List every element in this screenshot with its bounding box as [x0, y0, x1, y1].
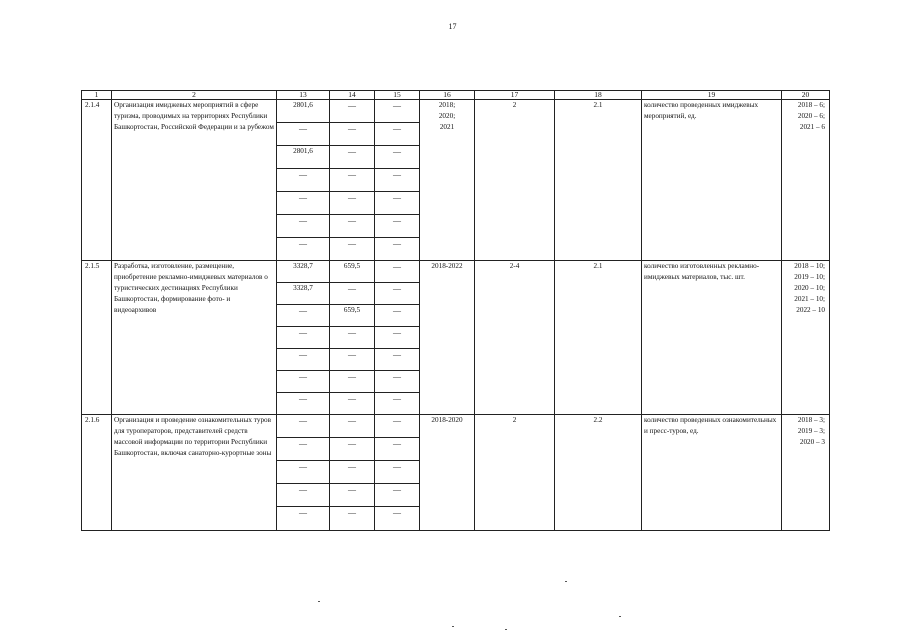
period-cell: 2018-2022 — [420, 261, 475, 415]
page-number: 17 — [448, 22, 457, 31]
funding-cell: — — [330, 461, 375, 484]
funding-cell: — — [330, 192, 375, 215]
funding-cell: — — [277, 438, 330, 461]
funding-cell: — — [277, 215, 330, 238]
funding-cell: — — [375, 283, 420, 305]
funding-cell: — — [330, 146, 375, 169]
funding-cell: — — [330, 100, 375, 123]
funding-cell: — — [375, 305, 420, 327]
funding-cell: — — [330, 371, 375, 393]
funding-cell: — — [330, 123, 375, 146]
funding-cell: — — [277, 484, 330, 507]
funding-cell: 3328,7 — [277, 283, 330, 305]
table-row — [82, 261, 830, 283]
funding-cell: — — [277, 169, 330, 192]
funding-cell: — — [277, 415, 330, 438]
column-header-17: 17 — [475, 91, 555, 100]
task-cell: 2-4 — [475, 261, 555, 415]
column-header-14: 14 — [330, 91, 375, 100]
indicator-cell: 2.1 — [555, 100, 642, 261]
funding-cell: — — [277, 349, 330, 371]
funding-cell: — — [330, 349, 375, 371]
funding-cell: — — [375, 415, 420, 438]
column-header-15: 15 — [375, 91, 420, 100]
result-indicator: количество изготовленных рекламно-имиджевых материалов, тыс. шт. — [642, 261, 782, 415]
activity-name: Организация имиджевых мероприятий в сфере туризма, проводимых на территориях Республики Башкортостан, Российской Федерации и за рубежом — [112, 100, 277, 261]
funding-cell: — — [330, 484, 375, 507]
funding-cell: — — [330, 507, 375, 531]
target-values: 2018 – 3; 2019 – 3; 2020 – 3 — [782, 415, 830, 531]
funding-cell: — — [330, 238, 375, 261]
column-header-19: 19 — [642, 91, 782, 100]
task-cell: 2 — [475, 100, 555, 261]
funding-cell: — — [277, 393, 330, 415]
period-cell: 2018-2020 — [420, 415, 475, 531]
activity-name: Организация и проведение ознакомительных туров для туроператоров, представителей средств массовой информации по территории Республики Башкортостан, включая санаторно-курортные зоны — [112, 415, 277, 531]
funding-cell: 2801,6 — [277, 146, 330, 169]
column-header-1: 1 — [82, 91, 112, 100]
funding-cell: — — [375, 261, 420, 283]
target-values: 2018 – 10; 2019 – 10; 2020 – 10; 2021 – 10; 2022 – 10 — [782, 261, 830, 415]
funding-cell: — — [330, 283, 375, 305]
funding-cell: — — [277, 192, 330, 215]
funding-cell: — — [375, 393, 420, 415]
funding-cell: — — [375, 484, 420, 507]
task-cell: 2 — [475, 415, 555, 531]
funding-cell: — — [375, 146, 420, 169]
column-header-20: 20 — [782, 91, 830, 100]
funding-cell: — — [330, 393, 375, 415]
row-id: 2.1.6 — [82, 415, 112, 531]
funding-cell: — — [375, 327, 420, 349]
activity-name: Разработка, изготовление, размещение, приобретение рекламно-имиджевых материалов о туристических дестинациях Республики Башкортостан, формирование фото- и видеоархивов — [112, 261, 277, 415]
row-id: 2.1.5 — [82, 261, 112, 415]
funding-cell: — — [330, 215, 375, 238]
funding-cell: — — [277, 371, 330, 393]
funding-cell: 2801,6 — [277, 100, 330, 123]
row-id: 2.1.4 — [82, 100, 112, 261]
funding-cell: — — [330, 169, 375, 192]
table-row — [82, 415, 830, 438]
indicator-cell: 2.1 — [555, 261, 642, 415]
funding-cell: — — [277, 305, 330, 327]
indicator-cell: 2.2 — [555, 415, 642, 531]
target-values: 2018 – 6; 2020 – 6; 2021 – 6 — [782, 100, 830, 261]
funding-cell: — — [330, 438, 375, 461]
column-header-16: 16 — [420, 91, 475, 100]
funding-cell: — — [375, 192, 420, 215]
funding-cell: — — [277, 327, 330, 349]
funding-cell: — — [375, 371, 420, 393]
funding-cell: — — [330, 327, 375, 349]
funding-cell: — — [375, 123, 420, 146]
header-row — [82, 91, 830, 100]
funding-cell: — — [277, 461, 330, 484]
funding-cell: — — [375, 169, 420, 192]
funding-cell: — — [375, 238, 420, 261]
funding-cell: — — [375, 438, 420, 461]
result-indicator: количество проведенных ознакомительных и пресс-туров, ед. — [642, 415, 782, 531]
funding-cell: — — [330, 415, 375, 438]
funding-cell: — — [375, 215, 420, 238]
column-header-13: 13 — [277, 91, 330, 100]
table-row — [82, 100, 830, 123]
funding-cell: — — [277, 238, 330, 261]
period-cell: 2018; 2020; 2021 — [420, 100, 475, 261]
funding-cell: — — [277, 123, 330, 146]
funding-cell: — — [375, 349, 420, 371]
result-indicator: количество проведенных имиджевых мероприятий, ед. — [642, 100, 782, 261]
funding-cell: — — [375, 507, 420, 531]
funding-cell: — — [277, 507, 330, 531]
program-table — [81, 90, 830, 531]
funding-cell: 659,5 — [330, 261, 375, 283]
column-header-18: 18 — [555, 91, 642, 100]
funding-cell: 3328,7 — [277, 261, 330, 283]
funding-cell: 659,5 — [330, 305, 375, 327]
funding-cell: — — [375, 461, 420, 484]
column-header-2: 2 — [112, 91, 277, 100]
funding-cell: — — [375, 100, 420, 123]
